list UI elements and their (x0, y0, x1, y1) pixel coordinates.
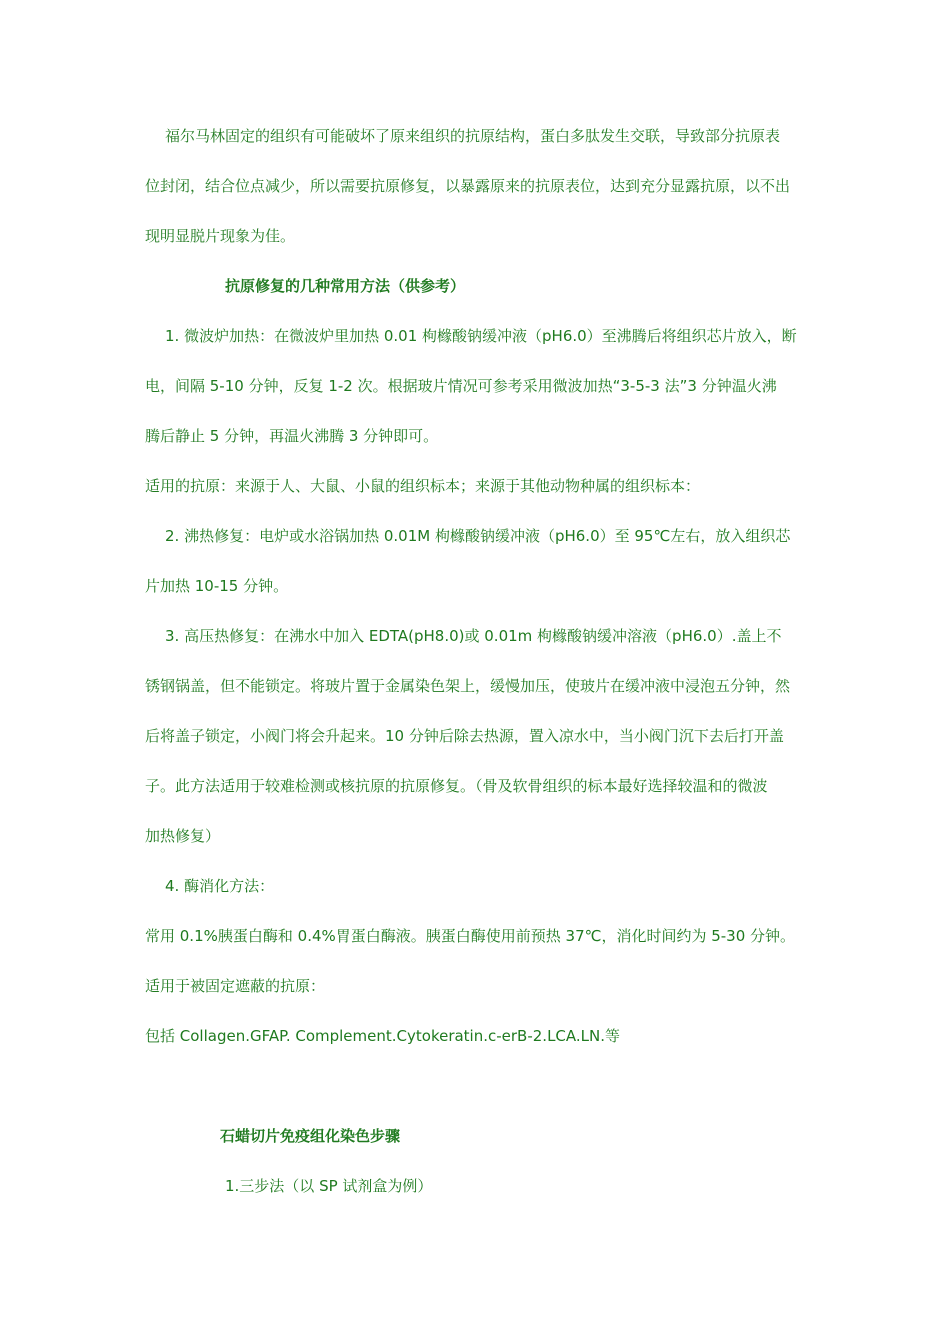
method-3-line-5: 加热修复） (145, 827, 221, 845)
method-3-line-3: 后将盖子锁定，小阀门将会升起来。10 分钟后除去热源，置入凉水中，当小阀门沉下去后打开盖 (145, 727, 784, 745)
section-heading-antigen-retrieval: 抗原修复的几种常用方法（供参考） (225, 277, 466, 295)
paragraph-intro-line-2: 位封闭，结合位点减少，所以需要抗原修复，以暴露原来的抗原表位，达到充分显露抗原，以不出 (145, 177, 791, 195)
method-3-line-2: 锈钢锅盖，但不能锁定。将玻片置于金属染色架上，缓慢加压，使玻片在缓冲液中浸泡五分钟，然 (145, 677, 791, 695)
applicable-antigens-line: 适用的抗原：来源于人、大鼠、小鼠的组织标本；来源于其他动物种属的组织标本： (145, 477, 701, 495)
method-3-line-4: 子。此方法适用于较难检测或核抗原的抗原修复。（骨及软骨组织的标本最好选择较温和的微波 (145, 777, 768, 795)
method-4-line-1: 常用 0.1%胰蛋白酶和 0.4%胃蛋白酶液。胰蛋白酶使用前预热 37℃，消化时间约为 5-30 分钟。 (145, 927, 796, 945)
paragraph-intro-line-3: 现明显脱片现象为佳。 (145, 227, 296, 245)
step-1-three-step-method: 1.三步法（以 SP 试剂盒为例） (225, 1177, 433, 1195)
method-1-line-3: 腾后静止 5 分钟，再温火沸腾 3 分钟即可。 (145, 427, 439, 445)
method-4-line-2: 适用于被固定遮蔽的抗原： (145, 977, 326, 995)
method-1-line-1: 1. 微波炉加热：在微波炉里加热 0.01 枸橼酸钠缓冲液（pH6.0）至沸腾后将组织芯片放入，断 (165, 327, 797, 345)
method-4-line-3: 包括 Collagen.GFAP. Complement.Cytokeratin.c-erB-2.LCA.LN.等 (145, 1027, 621, 1045)
method-1-line-2: 电，间隔 5-10 分钟，反复 1-2 次。根据玻片情况可参考采用微波加热“3-5-3 法”3 分钟温火沸 (145, 377, 777, 395)
section-heading-paraffin-ihc: 石蜡切片免疫组化染色步骤 (220, 1127, 401, 1145)
paragraph-intro-line-1: 福尔马林固定的组织有可能破坏了原来组织的抗原结构，蛋白多肽发生交联，导致部分抗原表 (165, 127, 781, 145)
method-2-line-2: 片加热 10-15 分钟。 (145, 577, 289, 595)
method-3-line-1: 3. 高压热修复：在沸水中加入 EDTA(pH8.0)或 0.01m 枸橼酸钠缓冲溶液（pH6.0）.盖上不 (165, 627, 782, 645)
method-2-line-1: 2. 沸热修复：电炉或水浴锅加热 0.01M 枸橼酸钠缓冲液（pH6.0）至 95℃左右，放入组织芯 (165, 527, 791, 545)
method-4-title: 4. 酶消化方法： (165, 877, 275, 895)
